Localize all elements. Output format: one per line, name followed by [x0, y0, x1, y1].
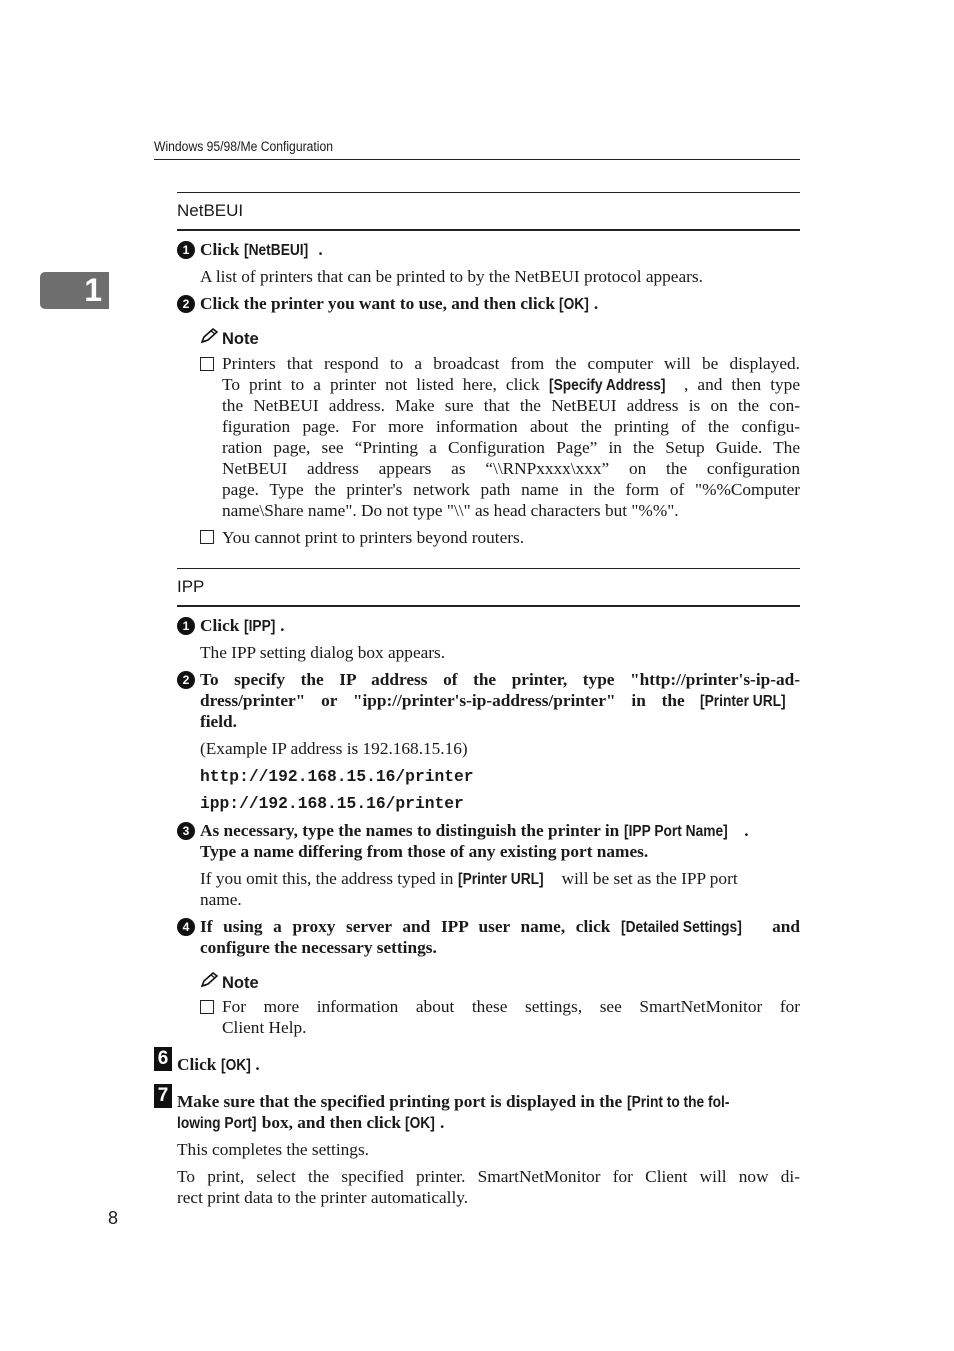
checkbox-bullet-icon [200, 1000, 214, 1014]
note-label: Note [222, 974, 259, 992]
step-instruction: If using a proxy server and IPP user name, click [Detailed Settings] and [200, 917, 801, 936]
section-rule-top [177, 568, 800, 569]
note-text: Client Help. [222, 1018, 307, 1037]
note-heading [200, 972, 259, 993]
step-text: Click the printer you want to use, and then click [200, 294, 560, 313]
step-instruction: lowing Port] box, and then click [OK] . [177, 1113, 445, 1132]
checkbox-bullet-icon [200, 530, 214, 544]
pencil-icon [200, 972, 218, 993]
step-instruction: dress/printer" or "ipp://printer's-ip-address/printer" in the [Printer URL] [200, 691, 787, 710]
ui-label: [Specify Address] [548, 377, 666, 394]
ui-label: [Print to the fol- [626, 1094, 729, 1111]
step-text: . [593, 294, 599, 313]
note-text: You cannot print to printers beyond routers. [222, 528, 525, 547]
note-label: Note [222, 330, 259, 348]
running-header: Windows 95/98/Me Configuration [154, 139, 333, 154]
note-text: page. Type the printer's network path name in the form of "%%Computer [222, 480, 800, 499]
step-description: name. [200, 890, 242, 909]
step-description: If you omit this, the address typed in [Printer URL] will be set as the IPP port [200, 869, 738, 888]
section-title-netbeui: NetBEUI [177, 201, 244, 220]
section-rule-bottom [177, 229, 800, 231]
step-number: 7 [154, 1084, 172, 1108]
chapter-number: 1 [84, 272, 102, 308]
note-text: figuration page. For more information about the printing of the configu- [222, 417, 800, 436]
step-instruction [200, 293, 800, 315]
step-text: Click [200, 240, 244, 259]
section-title-ipp: IPP [177, 577, 205, 596]
ui-label: lowing Port] [177, 1115, 257, 1132]
step-number: 3 [177, 822, 195, 840]
step-instruction: Make sure that the specified printing port is displayed in the [Print to the fol- [177, 1092, 729, 1111]
final-text: rect print data to the printer automatically. [177, 1188, 469, 1207]
note-text: Printers that respond to a broadcast from the computer will be displayed. [222, 354, 800, 373]
step-instruction: Type a name differing from those of any existing port names. [200, 842, 649, 861]
ui-label: [Printer URL] [700, 693, 787, 710]
section-rule-top [177, 192, 800, 193]
step-instruction: configure the necessary settings. [200, 938, 437, 957]
example-text: (Example IP address is 192.168.15.16) [200, 739, 468, 758]
checkbox-bullet-icon [200, 357, 214, 371]
step-number: 1 [177, 241, 195, 259]
step-instruction: Click [IPP] . [200, 616, 285, 635]
note-text: To print to a printer not listed here, click [Specify Address] , and then type [222, 375, 800, 394]
note-text: the NetBEUI address. Make sure that the NetBEUI address is on the con- [222, 396, 800, 415]
note-text: ration page, see “Printing a Configuration Page” in the Setup Guide. The [222, 438, 800, 457]
code-url: http://192.168.15.16/printer [200, 767, 474, 786]
step-instruction: As necessary, type the names to distinguish the printer in [IPP Port Name] . [200, 821, 749, 840]
note-text: NetBEUI address appears as “\\RNPxxxx\xxx” on the configuration [222, 459, 800, 478]
note-text: name\Share name". Do not type "\\" as head characters but "%%". [222, 501, 679, 520]
step-instruction: field. [200, 712, 237, 731]
page-number: 8 [108, 1208, 119, 1228]
ui-label: [OK] [220, 1057, 251, 1074]
code-url: ipp://192.168.15.16/printer [200, 794, 464, 813]
chapter-tab [40, 272, 109, 309]
note-text: For more information about these settings, see SmartNetMonitor for [222, 997, 800, 1016]
step-number: 2 [177, 671, 195, 689]
ui-label: [Detailed Settings] [621, 919, 742, 936]
step-instruction: Click [OK] . [177, 1055, 260, 1074]
step-instruction [200, 239, 800, 261]
pencil-icon [200, 328, 218, 349]
step-number: 4 [177, 918, 195, 936]
header-rule [154, 159, 800, 160]
ui-label: [IPP] [243, 618, 276, 635]
step-text: . [318, 240, 323, 259]
ui-label: [NetBEUI] [243, 242, 308, 259]
step-number: 2 [177, 295, 195, 313]
step-number: 1 [177, 617, 195, 635]
step-number: 6 [154, 1047, 172, 1071]
ui-label: [IPP Port Name] [623, 823, 728, 840]
section-rule-bottom [177, 605, 800, 607]
ui-label: [Printer URL] [457, 871, 544, 888]
step-description: A list of printers that can be printed to by the NetBEUI protocol appears. [200, 267, 703, 286]
final-text: To print, select the specified printer. SmartNetMonitor for Client will now di- [177, 1167, 800, 1186]
ui-label: [OK] [405, 1115, 436, 1132]
step-description: The IPP setting dialog box appears. [200, 643, 446, 662]
ui-label: [OK] [559, 296, 590, 313]
step-instruction: To specify the IP address of the printer, type "http://printer's-ip-ad- [200, 670, 800, 689]
completion-text: This completes the settings. [177, 1140, 369, 1159]
note-heading [200, 328, 259, 349]
